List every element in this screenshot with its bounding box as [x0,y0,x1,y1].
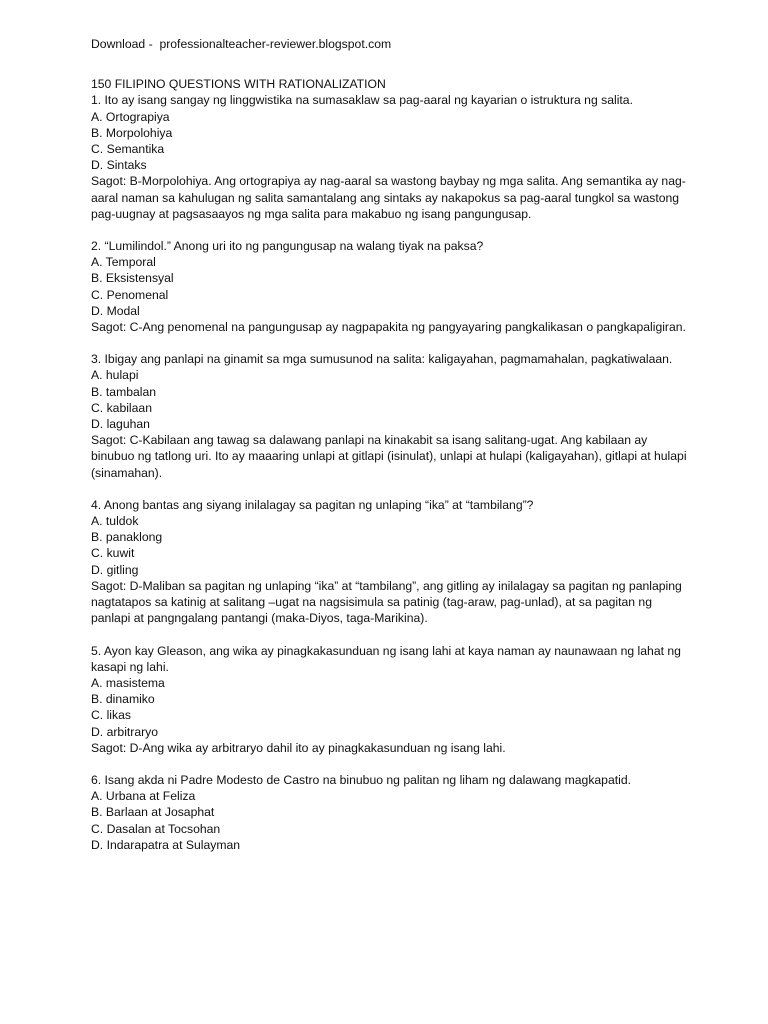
question-text: 1. Ito ay isang sangay ng linggwistika na sumasaklaw sa pag-aaral ng kayarian o istruktura ng salita. [91,93,633,108]
download-label: Download - [91,37,157,51]
option-b: B. Eksistensyal [91,271,174,286]
question-text: 6. Isang akda ni Padre Modesto de Castro na binubuo ng palitan ng liham ng dalawang magkapatid. [91,772,631,787]
answer-rationale: Sagot: D-Ang wika ay arbitraryo dahil ito ay pinagkakasunduan ng isang lahi. [91,740,506,755]
question-text: 4. Anong bantas ang siyang inilalagay sa pagitan ng unlaping “ika” at “tambilang”? [91,497,534,512]
option-a: A. masistema [91,675,165,690]
answer-rationale: Sagot: D-Maliban sa pagitan ng unlaping “ika” at “tambilang”, ang gitling ay inilalagay sa pagitan ng panlaping nagtatapos sa katinig at salitang –ugat na nagsisimula sa patinig (tag-araw, pag-unlad), at sa pagitan ng panlapi at pangngalang pantangi (maka-Diyos, taga-Marikina). [91,578,682,626]
option-b: B. Morpolohiya [91,125,173,140]
question-1 [91,92,691,222]
option-a: A. Temporal [91,255,156,270]
option-c: C. Dasalan at Tocsohan [91,821,221,836]
option-d: D. Modal [91,303,140,318]
option-b: B. dinamiko [91,692,155,707]
option-c: C. Semantika [91,142,165,157]
document-title: 150 FILIPINO QUESTIONS WITH RATIONALIZATION [91,77,386,92]
option-a: A. hulapi [91,368,139,383]
option-d: D. laguhan [91,417,150,432]
option-c: C. likas [91,708,131,723]
option-b: B. Barlaan at Josaphat [91,805,215,820]
question-5 [91,643,691,756]
option-d: D. arbitraryo [91,724,159,739]
option-a: A. Urbana at Feliza [91,789,196,804]
option-d: D. Indarapatra at Sulayman [91,837,241,852]
question-4 [91,497,691,627]
answer-rationale: Sagot: C-Kabilaan ang tawag sa dalawang panlapi na kinakabit sa isang salitang-ugat. Ang kabilaan ay binubuo ng tatlong uri. Ito ay maaaring unlapi at gitlapi (isinulat), unlapi at hulapi (kaligayahan), gitlapi at hulapi (sinamahan). [91,433,687,480]
option-a: A. tuldok [91,514,139,529]
question-3 [91,351,691,481]
document-page [91,36,691,869]
download-header [91,36,691,52]
option-d: D. Sintaks [91,158,147,173]
option-c: C. Penomenal [91,287,169,302]
option-b: B. panaklong [91,530,163,545]
question-text: 2. “Lumilindol.” Anong uri ito ng pangungusap na walang tiyak na paksa? [91,239,484,254]
option-c: C. kuwit [91,546,135,561]
answer-rationale: Sagot: C-Ang penomenal na pangungusap ay nagpapakita ng pangyayaring pangkalikasan o pangkapaligiran. [91,320,686,335]
answer-rationale: Sagot: B-Morpolohiya. Ang ortograpiya ay nag-aaral sa wastong baybay ng mga salita. Ang semantika ay nag-aaral naman sa kahulugan ng salita samantalang ang sintaks ay nakapokus sa pag-aaral tungkol sa wastong pag-uugnay at pagsasaayos ng mga salita para makabuo ng isang pangungusap. [91,174,686,221]
option-b: B. tambalan [91,384,157,399]
question-6 [91,772,691,853]
question-2 [91,238,691,335]
option-c: C. kabilaan [91,400,152,415]
option-d: D. gitling [91,562,139,577]
source-site: professionalteacher-reviewer.blogspot.com [159,37,392,51]
question-text: 5. Ayon kay Gleason, ang wika ay pinagkakasunduan ng isang lahi at kaya naman ay naunawaan ng lahat ng kasapi ng lahi. [91,643,681,674]
option-a: A. Ortograpiya [91,109,170,124]
question-text: 3. Ibigay ang panlapi na ginamit sa mga sumusunod na salita: kaligayahan, pagmamahalan, pagkatiwalaan. [91,352,673,367]
